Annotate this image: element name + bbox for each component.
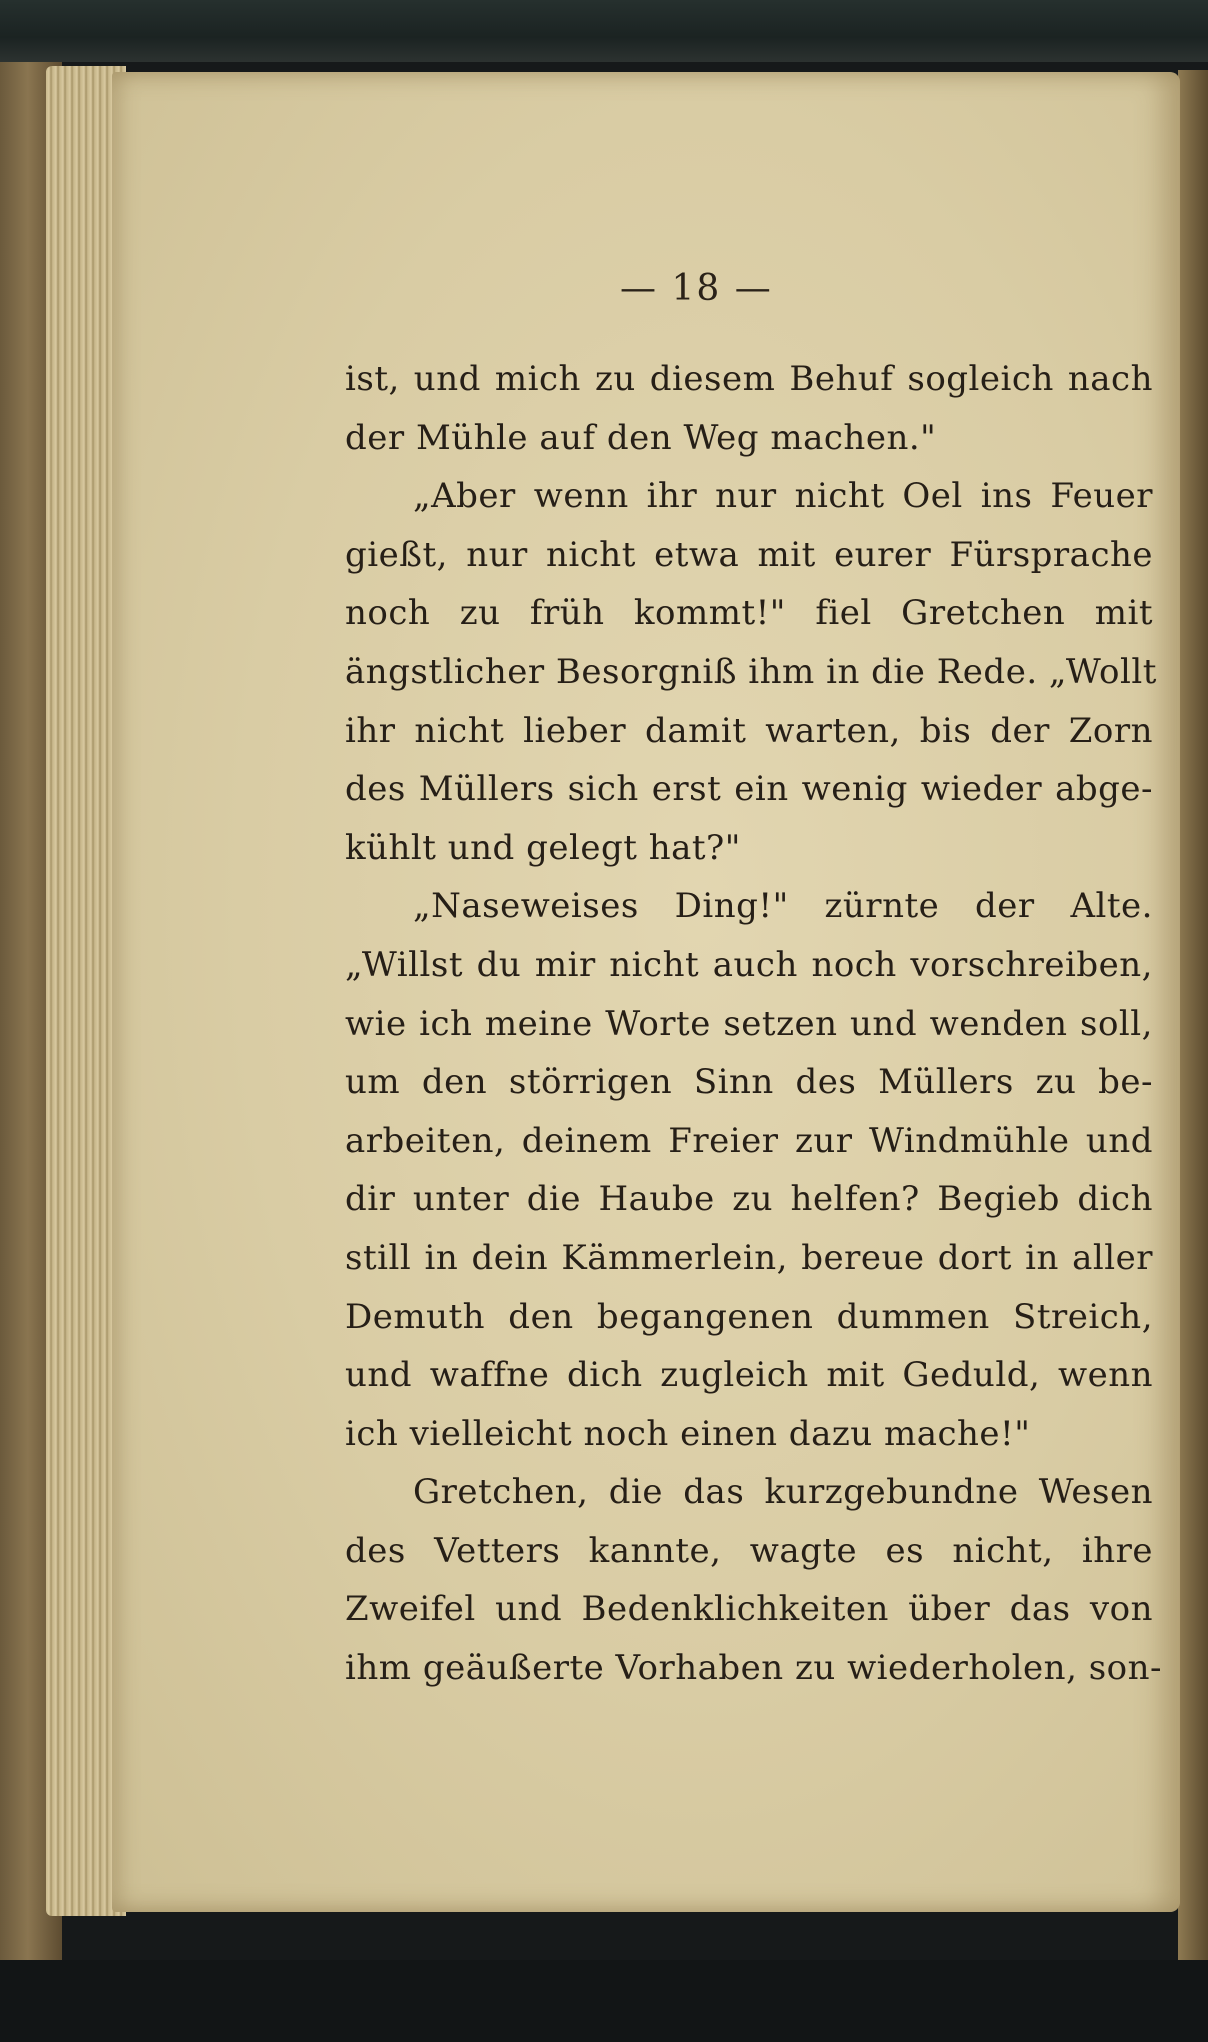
text-line: gießt, nur nicht etwa mit eurer Fürsprache bbox=[345, 534, 1153, 575]
text-line: „Willst du mir nicht auch noch vorschreiben, bbox=[345, 944, 1153, 985]
text-line: ihr nicht lieber damit warten, bis der Zorn bbox=[345, 710, 1153, 751]
text-line: ist, und mich zu diesem Behuf sogleich nach bbox=[345, 359, 1153, 399]
text-line: kühlt und gelegt hat?" bbox=[345, 827, 741, 868]
text-line: arbeiten, deinem Freier zur Windmühle und bbox=[345, 1120, 1153, 1161]
text-line: „Aber wenn ihr nur nicht Oel ins Feuer bbox=[413, 476, 1153, 517]
text-line: und waffne dich zugleich mit Geduld, wenn bbox=[345, 1355, 1153, 1396]
text-line: um den störrigen Sinn des Müllers zu be- bbox=[345, 1062, 1153, 1103]
page-text bbox=[345, 350, 1162, 1698]
text-line: Demuth den begangenen dummen Streich, bbox=[345, 1296, 1153, 1337]
text-line: ihm geäußerte Vorhaben zu wiederholen, son- bbox=[345, 1648, 1162, 1689]
text-line: wie ich meine Worte setzen und wenden soll, bbox=[345, 1003, 1153, 1044]
text-line: des Müllers sich erst ein wenig wieder abge- bbox=[345, 769, 1153, 810]
text-line: „Naseweises Ding!" zürnte der Alte. bbox=[413, 886, 1153, 927]
text-line: noch zu früh kommt!" fiel Gretchen mit bbox=[345, 593, 1153, 634]
book-binding-top bbox=[0, 0, 1208, 62]
text-line: des Vetters kannte, wagte es nicht, ihre bbox=[345, 1530, 1153, 1571]
text-line: ängstlicher Besorgniß ihm in die Rede. „Wollt bbox=[345, 651, 1157, 692]
text-line: ich vielleicht noch einen dazu mache!" bbox=[345, 1413, 1031, 1454]
text-line: der Mühle auf den Weg machen." bbox=[345, 417, 937, 458]
text-line: dir unter die Haube zu helfen? Begieb dich bbox=[345, 1179, 1153, 1220]
text-line: still in dein Kämmerlein, bereue dort in aller bbox=[345, 1237, 1153, 1278]
text-line: Gretchen, die das kurzgebundne Wesen bbox=[413, 1472, 1153, 1513]
book-cover-right bbox=[1178, 70, 1208, 1970]
page-number: — 18 — bbox=[620, 268, 773, 309]
text-line: Zweifel und Bedenklichkeiten über das von bbox=[345, 1589, 1153, 1630]
background-bottom bbox=[0, 1960, 1208, 2042]
